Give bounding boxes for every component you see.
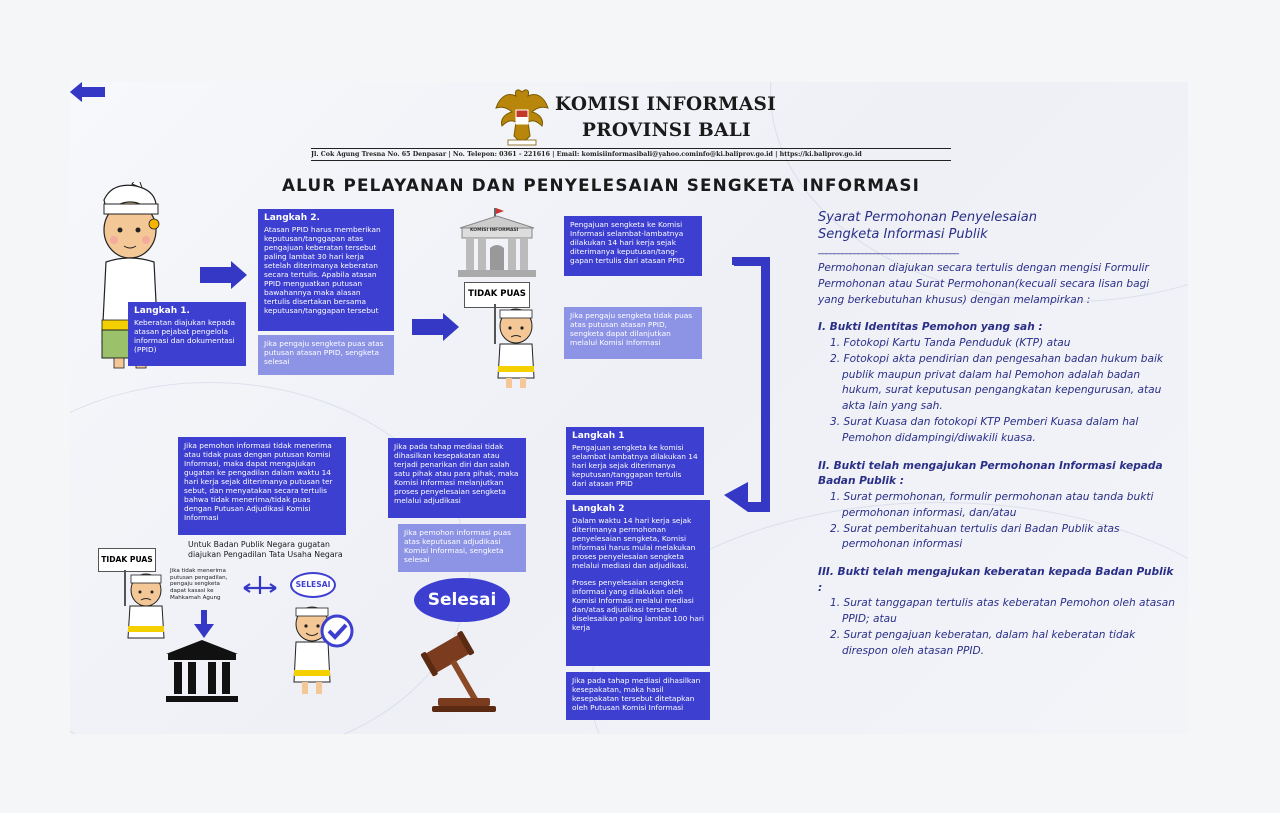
bracket-arrow-icon xyxy=(722,257,770,519)
requirements-title-2: Sengketa Informasi Publik xyxy=(818,226,988,242)
selesai-oval xyxy=(414,578,510,622)
list-item: 2. Fotokopi akta pendirian dan pengesahan badan hukum baik publik maupun privat dalam hal Pemohon adalah badan hukum, surat keputusan pengangkatan kepengurusan, atau akta lain yang sah. xyxy=(830,352,1164,413)
komisi-informasi-building-icon xyxy=(456,208,538,278)
ppid-satisfied-note xyxy=(258,335,394,375)
section-2-list xyxy=(818,490,1178,554)
list-item: 2. Surat pemberitahuan tertulis dari Badan Publik atas permohonan informasi xyxy=(830,522,1120,551)
mediation-agreement-text: Jika pada tahap mediasi dihasilkan kesepakatan, maka hasil kesepakatan tersebut ditetapkan oleh Putusan Komisi Informasi xyxy=(572,676,701,713)
arrow-right-icon xyxy=(200,258,248,292)
arrow-left-icon xyxy=(70,102,106,122)
list-item: 1. Fotokopi Kartu Tanda Penduduk (KTP) atau xyxy=(830,336,1071,349)
section-3-list xyxy=(818,596,1178,660)
org-name-line2: PROVINSI BALI xyxy=(582,120,751,141)
tidak-puas-sign-label: TIDAK PUAS xyxy=(468,289,526,299)
ma-note: Jika tidak menerima putusan pengadilan, pengaju sengketa dapat kasasi ke Mahkamah Agung xyxy=(170,568,228,601)
ki-step2-box xyxy=(566,500,710,666)
branch-arrows-icon xyxy=(240,572,280,602)
upset-figure-2 xyxy=(120,570,168,650)
requirements-panel xyxy=(818,210,1178,660)
court-building-icon xyxy=(164,640,240,704)
mediation-agreement-box xyxy=(566,672,710,720)
step2-title: Langkah 2. xyxy=(264,213,320,223)
step2-box xyxy=(258,209,394,331)
ki-not-satisfied-text: Jika pengaju sengketa tidak puas atas putusan atasan PPID, sengketa dapat dilanjutkan melalui Komisi Informasi xyxy=(570,311,693,348)
step2-text: Atasan PPID harus memberikan keputusan/tanggapan atas pengajuan keberatan tersebut paling lambat 30 hari kerja setelah diterimanya keberatan secara tertulis. Apabila atasan PPID menguatkan putusan bawahannya maka alasan tertulis disertakan bersama keputusan/tanggapan tersebut xyxy=(264,224,381,316)
selesai-label: Selesai xyxy=(427,590,497,610)
court-note-text: Jika pemohon informasi tidak menerima atau tidak puas dengan putusan Komisi Informasi, maka dapat mengajukan gugatan ke pengadilan dalam waktu 14 hari kerja sejak diterimanya putusan ter sebut, dan menyatakan secara tertulis bahwa tidak menerima/tidak puas dengan Putusan Adjudikasi Komisi Informasi xyxy=(184,441,333,523)
building-label: KOMISI INFORMASI xyxy=(470,228,519,233)
requirements-separator: ___________________________________ xyxy=(818,243,958,255)
main-title: ALUR PELAYANAN DAN PENYELESAIAN SENGKETA INFORMASI xyxy=(282,175,921,195)
step1-box xyxy=(128,302,246,366)
arrow-down-icon xyxy=(194,610,214,638)
list-item: 1. Surat tanggapan tertulis atas keberatan Pemohon oleh atasan PPID; atau xyxy=(830,597,1175,625)
step1-title: Langkah 1. xyxy=(134,306,190,316)
ppid-satisfied-text: Jika pengaju sengketa puas atas putusan atasan PPID, sengketa selesai xyxy=(264,339,384,367)
ptun-note: Untuk Badan Publik Negara gugatan diajukan Pengadilan Tata Usaha Negara xyxy=(188,540,343,559)
selesai-small-label: SELESAI xyxy=(295,580,331,589)
ki-step1-text: Pengajuan sengketa ke komisi selambat lambatnya dilakukan 14 hari kerja sejak diterimanya keputusan/tanggapan tertulis dari atasan PPID xyxy=(572,442,698,489)
org-name-line1: KOMISI INFORMASI xyxy=(555,94,777,115)
contact-line: Jl. Cok Agung Tresna No. 65 Denpasar | No. Telepon: 0361 - 221616 | Email: komisiinformasibali@yahoo.cominfo@ki.baliprov.go.id | https://ki.baliprov.go.id xyxy=(311,148,951,161)
ki-submission-box xyxy=(564,216,702,276)
mediation-fail-box xyxy=(388,438,526,518)
requirements-title-1: Syarat Permohonan Penyelesaian xyxy=(818,210,1037,225)
section-1-list xyxy=(818,336,1178,447)
ki-submission-text: Pengajuan sengketa ke Komisi Informasi selambat-lambatnya dilakukan 14 hari kerja sejak diterimanya keputusan/tang-gapan tertulis dari atasan PPID xyxy=(570,220,685,266)
garuda-logo xyxy=(494,86,550,148)
requirements-intro: Permohonan diajukan secara tertulis dengan mengisi Formulir Permohonan atau Surat Permohonan(kecuali secara lisan bagi yang berkebutuhan khusus) dengan melampirkan : xyxy=(818,261,1150,306)
adjudication-satisfied-box xyxy=(398,524,526,572)
ki-not-satisfied-box xyxy=(564,307,702,359)
step1-text: Keberatan diajukan kepada atasan pejabat pengelola informasi dan dokumentasi (PPID) xyxy=(134,317,236,355)
gavel-icon xyxy=(410,628,522,714)
adjudication-satisfied-text: Jika pemohon informasi puas atas keputusan adjudikasi Komisi Informasi, sengketa selesai xyxy=(404,528,511,565)
section-3-heading: III. Bukti telah mengajukan keberatan kepada Badan Publik : xyxy=(818,566,1174,594)
list-item: 3. Surat Kuasa dan fotokopi KTP Pemberi Kuasa dalam hal Pemohon didampingi/diwakili kuasa. xyxy=(830,416,1139,445)
upset-figure xyxy=(490,304,540,390)
ki-step2-text-b: Proses penyelesaian sengketa informasi yang dilakukan oleh Komisi Informasi melalui mediasi dan/atas adjudikasi tersebut diselesaikan paling lambat 100 hari kerja xyxy=(572,578,704,633)
list-item: 1. Surat permohonan, formulir permohonan atau tanda bukti permohonan informasi, dan/atau xyxy=(830,490,1154,519)
mediation-fail-text: Jika pada tahap mediasi tidak dihasilkan kesepakatan atau terjadi penarikan diri dan salah satu pihak atau para pihak, maka Komisi Informasi melanjutkan proses penyelesaian sengketa melalui adjudikasi xyxy=(394,442,519,506)
poster xyxy=(70,82,1188,734)
ki-step2-title: Langkah 2 xyxy=(572,504,625,514)
ki-step1-title: Langkah 1 xyxy=(572,431,625,441)
section-2-heading: II. Bukti telah mengajukan Permohonan Informasi kepada Badan Publik : xyxy=(818,460,1163,488)
section-1-heading: I. Bukti Identitas Pemohon yang sah : xyxy=(818,321,1043,334)
check-circle-icon xyxy=(320,614,354,648)
court-note-box xyxy=(178,437,346,535)
tidak-puas-sign-2-label: TIDAK PUAS xyxy=(101,555,153,564)
ki-step2-text-a: Dalam waktu 14 hari kerja sejak diterimanya permohonan penyelesaian sengketa, Komisi Informasi harus mulai melakukan proses penyelesaian sengketa melalui mediasi dan adjudikasi. xyxy=(572,515,696,571)
tidak-puas-sign-2 xyxy=(98,548,156,572)
list-item: 2. Surat pengajuan keberatan, dalam hal keberatan tidak direspon oleh atasan PPID. xyxy=(830,628,1136,657)
ki-step1-box xyxy=(566,427,704,495)
arrow-right-icon xyxy=(412,310,460,344)
selesai-small-oval xyxy=(290,572,336,598)
